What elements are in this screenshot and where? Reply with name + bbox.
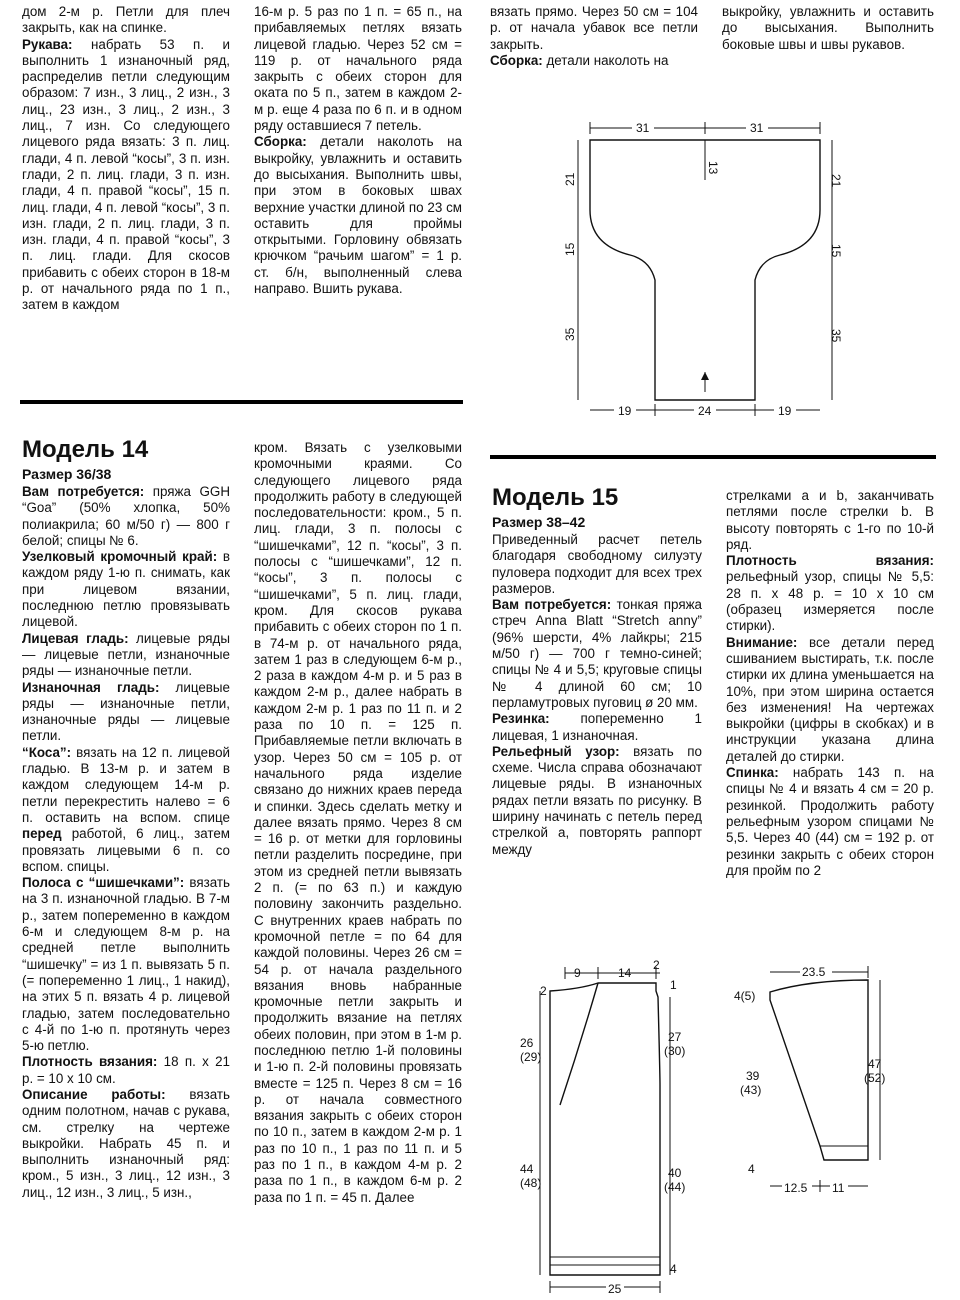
dim-left-1: 26 xyxy=(520,1036,534,1050)
dim-right-3: 35 xyxy=(829,329,843,343)
dim-top-3: 2 xyxy=(653,958,660,972)
model-15-size: Размер 38–42 xyxy=(492,514,586,530)
dim-left-2: 4 xyxy=(748,1162,755,1176)
dim-neck: 13 xyxy=(706,161,720,175)
model-14-column-2 xyxy=(254,440,462,1206)
pattern-diagram-model-14 xyxy=(560,110,850,430)
model-14-size: Размер 36/38 xyxy=(22,466,112,482)
dim-right-1-alt: (30) xyxy=(664,1044,686,1058)
paragraph: Спинка: набрать 143 п. на спицы № 4 и вязать 4 см = 20 р. резинкой. Продолжить работу рельефным узором спицами № 5,5. Через 40 (44) см = 192 р. от резинки закрыть с обеих сторон для пройм по 2 xyxy=(726,765,934,878)
dim-right-1: 27 xyxy=(668,1030,682,1044)
dim-right-1: 21 xyxy=(829,174,843,188)
top-column-3 xyxy=(490,4,698,69)
paragraph: Плотность вязания: 18 п. х 21 р. = 10 х 10 см. xyxy=(22,1054,230,1086)
section-divider xyxy=(490,455,936,459)
top-column-2 xyxy=(254,4,462,297)
paragraph: вязать прямо. Через 50 см = 104 р. от начала убавок все петли закрыть. xyxy=(490,4,698,52)
model-15-column-2 xyxy=(726,488,934,879)
paragraph: Вам потребуется: тонкая пряжа стреч Anna Blatt “Stretch anny” (96% шерсти, 4% лайкры; 215 м/50 г) — 700 г темно-синей; спицы № 4 и 5,5; круговые спицы № 4 длиной 60 см; 10 перламутровых пуговиц ø 20 мм. xyxy=(492,597,702,710)
dim-left-2-alt: (48) xyxy=(520,1176,542,1190)
dim-right-1: 47 xyxy=(868,1057,882,1071)
dim-bottom-1: 19 xyxy=(618,404,632,418)
dim-top-right: 31 xyxy=(750,121,764,135)
paragraph: Лицевая гладь: лицевые ряды — лицевые петли, изнаночные ряды — изнаночные петли. xyxy=(22,630,230,679)
top-column-4 xyxy=(722,4,934,53)
model-14-column-1 xyxy=(22,436,230,1201)
dim-left-2: 44 xyxy=(520,1162,534,1176)
paragraph: Рукава: набрать 53 п. и выполнить 1 изнаночный ряд, распределив петли следующим образом: 7 изн., 3 лиц., 2 изн., 3 лиц., 23 изн., 3 лиц., 2 изн., 3 лиц., 7 изн. Со следующего лицевого ряда вязать: 3 п. лиц. глади, 4 п. левой “косы”, 3 п. изн. глади, 2 п. лиц. глади, 3 п. изн. глади, 4 п. правой “косы”, 15 п. лиц. глади, 4 п. левой “косы”, 3 п. изн. глади, 2 п. лиц. глади, 3 п. изн. глади, 4 п. правой “косы”, 3 п. лиц. глади. Для скосов прибавить с обеих сторон в 18-м р. от начального ряда по 1 п., затем в каждом xyxy=(22,36,230,313)
dim-right-3: 4 xyxy=(670,1262,677,1276)
dim-right-2-alt: (44) xyxy=(664,1180,686,1194)
dim-left-1-alt: (29) xyxy=(520,1050,542,1064)
dim-bottom-2: 24 xyxy=(698,404,712,418)
paragraph: стрелками a и b, заканчивать петлями после стрелки b. В высоту повторять с 1-го по 10-й ряд. xyxy=(726,488,934,552)
paragraph: Внимание: все детали перед сшиванием выстирать, т.к. после стирки их длина уменьшается на 10%, при этом ширина остается без изменения! На чертежах выкройки (цифры в скобках) и в инструкции указана длина деталей до стирки. xyxy=(726,634,934,764)
dim-top-1: 9 xyxy=(574,966,581,980)
dim-left-2: 15 xyxy=(563,242,577,256)
dim-top-2: 14 xyxy=(618,966,632,980)
dim-bottom-2: 11 xyxy=(832,1181,845,1195)
dim-right-1-alt: (52) xyxy=(864,1071,886,1085)
paragraph: кром. Вязать с узелковыми кромочными краями. Со следующего лицевого ряда продолжить работу в следующей последовательности: кром., 5 п. лиц. глади, 3 п. полосы с “шишечками”, 12 п. “косы”, 3 п. полосы с “шишечками”, 12 п. “косы”, 3 п. полосы с “шишечками”, 5 п. лиц. глади, кром. Для скосов рукава прибавить с обеих сторон по 1 п. в 74-м р. от начального ряда, затем 1 раз в следующем 6-м р., 2 раза в каждом 4-м р. и 5 раз в каждом 2-м р., далее набрать в каждом 2-м р. 1 раз по 11 п. и 2 раза по 10 п. = 125 п. Прибавляемые петли включать в узор. Через 50 см = 105 р. от начального ряда изделие связано до нижних краев переда и спинки. Здесь сделать метку и далее вязать прямо. Через 8 см = 16 р. от метки для горловины петли разделить посредине, при этом из средней петли вывязать 2 п. (= по 63 п.) и каждую половину закончить раздельно. С внутренних краев набрать по кромочной петле = по 64 для каждой половины. Через 26 см = 54 р. от начала раздельного вязания вновь набранные кромочные петли закрыть и продолжить вязание на петлях обеих половин, при этом в 1-м р. последнюю петлю 1-й половины и 1-ю п. 2-й половины провязать вместе = 125 п. Через 8 см = 16 р. от начала совместного вязания закрыть с обеих сторон по 10 п., затем в каждом 2-м р. 1 раз по 10 п., 1 раз по 11 п. и 5 раз по 1 п., в каждом 4-м р. 2 раза по 1 п., в каждом 6-м р. 2 раза по 1 п. = 45 п. Далее xyxy=(254,440,462,1205)
paragraph: Узелковый кромочный край: в каждом ряду 1-ю п. снимать, как при лицевом вязании, последнюю петлю провязывать лицевой. xyxy=(22,549,230,630)
paragraph: дом 2-м р. Петли для плеч закрыть, как на спинке. xyxy=(22,4,230,36)
dim-bottom: 25 xyxy=(608,1282,622,1296)
dim-right-2: 15 xyxy=(829,244,843,258)
paragraph: Плотность вязания: рельефный узор, спицы № 5,5: 28 п. х 48 р. = 10 х 10 см (образец измеряется после стирки). xyxy=(726,553,934,634)
paragraph: Резинка: попеременно 1 лицевая, 1 изнаночная. xyxy=(492,711,702,743)
paragraph: Изнаночная гладь: лицевые ряды — изнаночные петли, изнаночные ряды — лицевые петли. xyxy=(22,679,230,744)
dim-left-1-alt: (43) xyxy=(740,1083,762,1097)
pattern-diagram-model-15-body xyxy=(520,955,700,1297)
section-divider xyxy=(20,400,463,404)
dim-top-left: 31 xyxy=(636,121,650,135)
paragraph: Сборка: детали наколоть на xyxy=(490,52,669,68)
dim-left-0: 4(5) xyxy=(734,989,756,1003)
model-15-title: Модель 15 xyxy=(492,484,619,511)
model-14-title: Модель 14 xyxy=(22,436,149,463)
paragraph: Описание работы: вязать одним полотном, начав с рукава, см. стрелку на чертеже выкройки. Набрать 45 п. и выполнить изнаночный ряд: кром., 5 изн., 3 лиц., 12 изн., 3 лиц., 12 изн., 3 лиц., 5 изн., xyxy=(22,1086,231,1200)
paragraph: Полоса с “шишечками”: вязать на 3 п. изнаночной гладью. В 7-м р., затем попеременно в каждом 6-м и следующем 8-м р. на средней петле выполнить “шишечку” = из 1 п. вывязать 5 п. (= попеременно 1 лиц., 1 накид), на этих 5 п. вязать 4 р. лицевой гладью, затем последовательно с 4-й по 1-ю п. протянуть через 5-ю петлю. xyxy=(22,875,230,1054)
dim-side-2: 1 xyxy=(670,978,677,992)
paragraph: 16-м р. 5 раз по 1 п. = 65 п., на прибавляемых петлях вязать лицевой гладью. Через 52 см = 119 р. от начального ряда закрыть с обеих сторон для оката по 5 п., затем в каждом 2-м р. еще 4 раза по 6 п. и в одном ряду оставшиеся 7 петель. xyxy=(254,4,462,134)
paragraph: Сборка: детали наколоть на выкройку, увлажнить и оставить до высыхания. Выполнить швы, при этом в боковых швах верхние участки длиной по 23 см оставить для проймы открытыми. Горловину обвязать крючком “рачьим шагом” = 1 р. ст. б/н, выполненный слева направо. Вшить рукава. xyxy=(254,134,462,297)
model-15-column-1 xyxy=(492,484,702,858)
dim-left-3: 35 xyxy=(563,327,577,341)
pattern-diagram-model-15-sleeve xyxy=(730,960,900,1200)
dim-bottom-3: 19 xyxy=(778,404,792,418)
dim-bottom-1: 12.5 xyxy=(784,1181,808,1195)
dim-side-1: 2 xyxy=(540,984,547,998)
dim-right-2: 40 xyxy=(668,1166,682,1180)
top-column-1 xyxy=(22,4,230,314)
dim-left-1: 21 xyxy=(563,172,577,186)
paragraph: Вам потребуется: пряжа GGH “Goa” (50% хлопка, 50% полиакрила; 60 м/50 г) — 800 г белой; спицы № 6. xyxy=(22,484,230,548)
paragraph: выкройку, увлажнить и оставить до высыхания. Выполнить боковые швы и швы рукавов. xyxy=(722,4,934,52)
paragraph: Приведенный расчет петель благодаря свободному силуэту пуловера подходит для всех трех размеров. xyxy=(492,532,702,596)
dim-top: 23.5 xyxy=(802,965,826,979)
paragraph: “Коса”: вязать на 12 п. лицевой гладью. В 13-м р. и затем в каждом следующем 14-м р. петли перекрестить налево = 6 п. оставить на вспом. спице перед работой, 6 лиц., затем провязать лицевыми 6 п. со вспом. спицы. xyxy=(22,744,230,874)
paragraph: Рельефный узор: вязать по схеме. Числа справа обозначают лицевые ряды. В изнаночных рядах петли вязать по рисунку. В ширину начинать с петель перед стрелкой a, повторять раппорт между xyxy=(492,743,702,857)
dim-left-1: 39 xyxy=(746,1069,760,1083)
